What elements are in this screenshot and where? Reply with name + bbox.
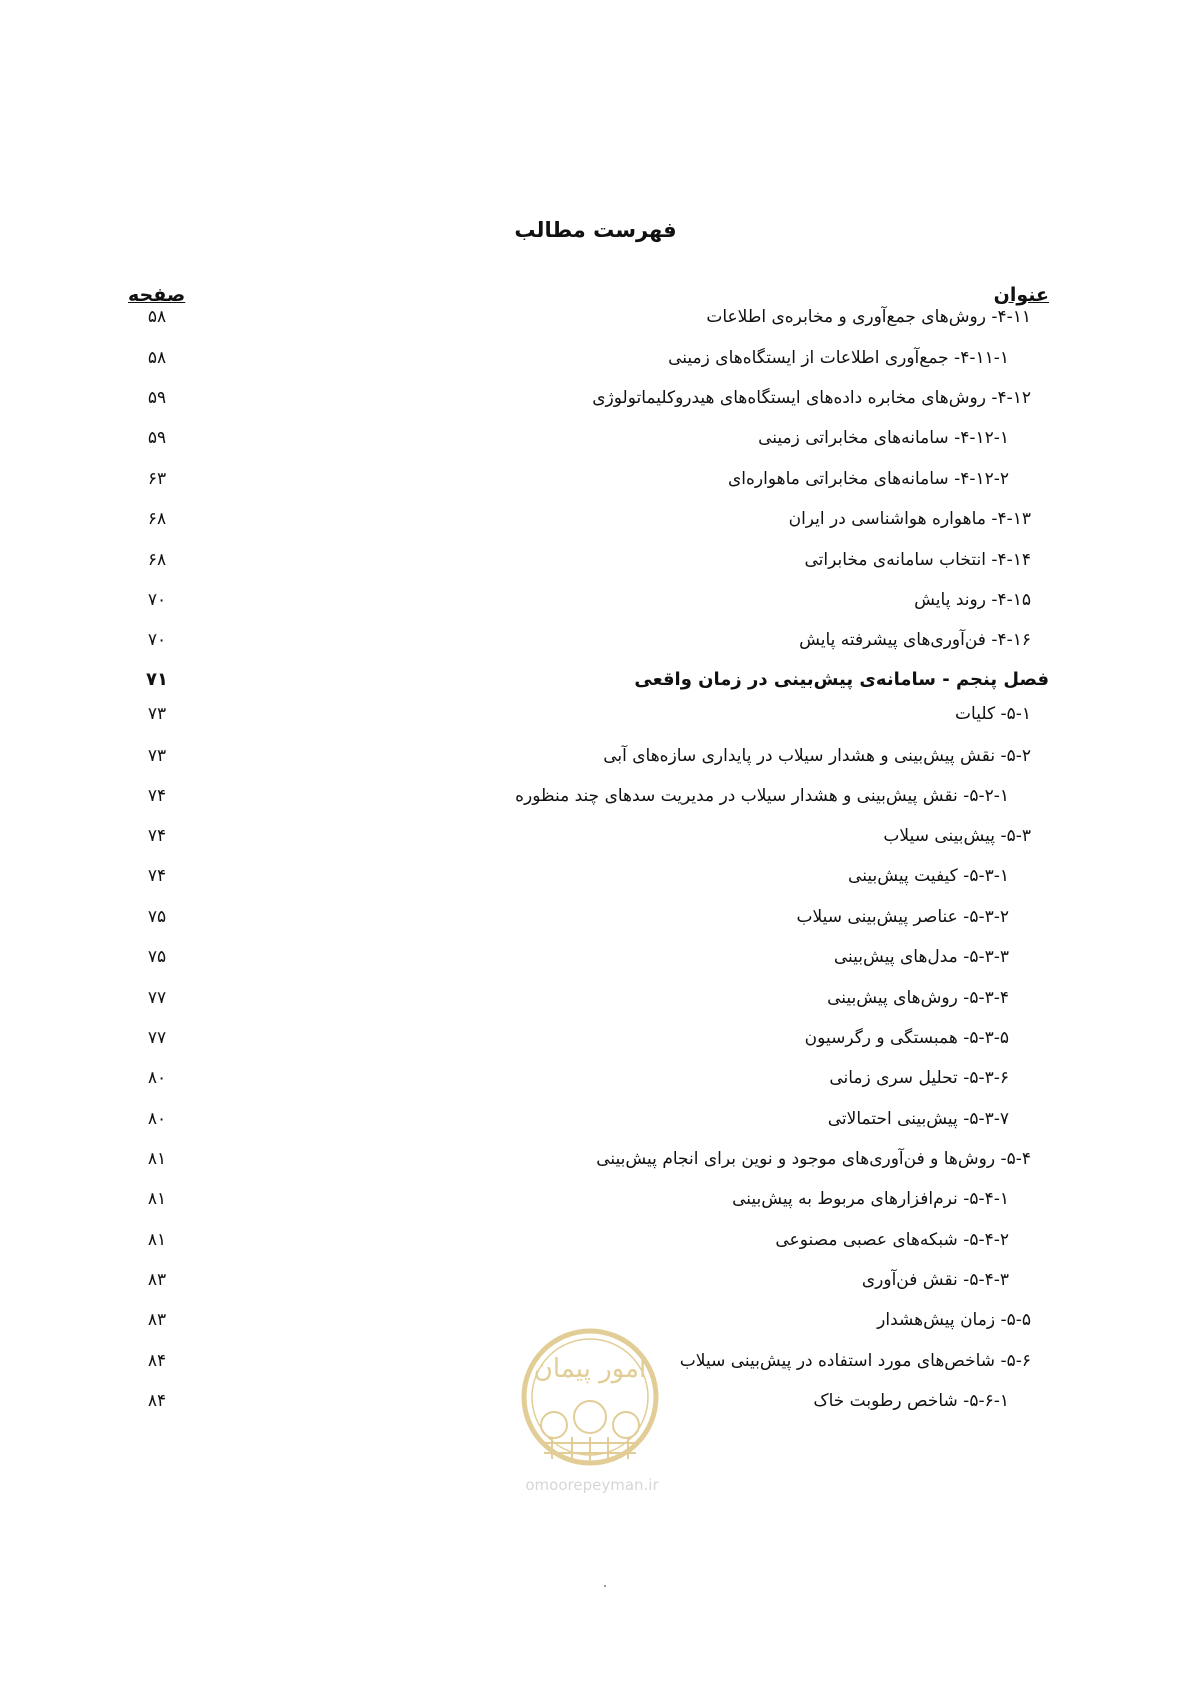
toc-chapter-row	[0, 665, 1191, 695]
toc-entry-title: ۵-۴-۳- نقش فن‌آوری	[861, 1270, 1009, 1290]
toc-entry-title: ۵-۱- کلیات	[955, 704, 1031, 724]
toc-row	[0, 504, 1191, 534]
toc-entry-title: ۵-۶- شاخص‌های مورد استفاده در پیش‌بینی سیلاب	[679, 1351, 1031, 1371]
toc-page-number: ۷۵	[147, 907, 167, 927]
toc-page-number: ۶۸	[147, 509, 167, 529]
title-column-header: عنوان	[993, 284, 1049, 306]
toc-page-number: ۸۱	[147, 1230, 167, 1250]
toc-row	[0, 1225, 1191, 1255]
toc-row	[0, 983, 1191, 1013]
toc-entry-title: ۴-۱۳- ماهواره هواشناسی در ایران	[788, 509, 1031, 529]
toc-row	[0, 464, 1191, 494]
toc-page-number: ۵۹	[147, 428, 167, 448]
toc-entry-title: ۴-۱۱-۱- جمع‌آوری اطلاعات از ایستگاه‌های زمینی	[668, 348, 1009, 368]
watermark-logo	[492, 1325, 692, 1495]
toc-page-number: ۶۸	[147, 550, 167, 570]
toc-entry-title: ۵-۴-۱- نرم‌افزارهای مربوط به پیش‌بینی	[732, 1189, 1009, 1209]
toc-page-number: ۷۴	[147, 866, 167, 886]
toc-entry-title: ۵-۳-۲- عناصر پیش‌بینی سیلاب	[796, 907, 1009, 927]
toc-entry-title: ۴-۱۶- فن‌آوری‌های پیشرفته پایش	[799, 630, 1031, 650]
toc-entry-title: ۴-۱۲- روش‌های مخابره داده‌های ایستگاه‌های هیدروکلیماتولوژی	[592, 388, 1031, 408]
toc-page-number: ۷۱	[146, 669, 168, 690]
toc-entry-title: ۵-۴- روش‌ها و فن‌آوری‌های موجود و نوین برای انجام پیش‌بینی	[596, 1149, 1031, 1169]
toc-entry-title: ۴-۱۴- انتخاب سامانه‌ی مخابراتی	[804, 550, 1031, 570]
toc-row	[0, 1265, 1191, 1295]
toc-row	[0, 741, 1191, 771]
toc-row	[0, 1063, 1191, 1093]
toc-entry-title: ۵-۳-۱- کیفیت پیش‌بینی	[848, 866, 1009, 886]
toc-row	[0, 902, 1191, 932]
toc-row	[0, 423, 1191, 453]
toc-entry-title: ۵-۳-۷- پیش‌بینی احتمالاتی	[827, 1109, 1009, 1129]
toc-row	[0, 1184, 1191, 1214]
toc-row	[0, 1144, 1191, 1174]
toc-entry-title: ۵-۳-۴- روش‌های پیش‌بینی	[827, 988, 1009, 1008]
toc-page-number: ۵۹	[147, 388, 167, 408]
toc-page-number: ۸۴	[147, 1351, 167, 1371]
toc-row	[0, 302, 1191, 332]
toc-row	[0, 545, 1191, 575]
watermark-url: omoorepeyman.ir	[525, 1476, 659, 1494]
toc-page-number: ۷۷	[147, 988, 167, 1008]
toc-row	[0, 585, 1191, 615]
toc-page-number: ۷۰	[147, 590, 167, 610]
toc-page-number: ۵۸	[147, 307, 167, 327]
page-dot	[604, 1585, 606, 1587]
toc-entry-title: ۵-۳-۵- همبستگی و رگرسیون	[804, 1028, 1009, 1048]
toc-entry-title: فصل پنجم - سامانه‌ی پیش‌بینی در زمان واقعی	[634, 669, 1049, 690]
toc-entry-title: ۵-۳- پیش‌بینی سیلاب	[883, 826, 1031, 846]
toc-row	[0, 1023, 1191, 1053]
toc-page-number: ۷۳	[147, 704, 167, 724]
toc-row	[0, 781, 1191, 811]
toc-entry-title: ۵-۴-۲- شبکه‌های عصبی مصنوعی	[775, 1230, 1009, 1250]
toc-page-number: ۷۰	[147, 630, 167, 650]
toc-entry-title: ۴-۱۵- روند پایش	[914, 590, 1031, 610]
toc-page-number: ۷۴	[147, 826, 167, 846]
toc-page-number: ۸۱	[147, 1149, 167, 1169]
toc-row	[0, 625, 1191, 655]
toc-entry-title: ۴-۱۲-۱- سامانه‌های مخابراتی زمینی	[758, 428, 1009, 448]
toc-row	[0, 821, 1191, 851]
toc-page-number: ۷۳	[147, 746, 167, 766]
toc-page-number: ۸۳	[147, 1270, 167, 1290]
toc-row	[0, 861, 1191, 891]
toc-page-number: ۷۴	[147, 786, 167, 806]
toc-page-number: ۵۸	[147, 348, 167, 368]
toc-page-number: ۸۴	[147, 1391, 167, 1411]
page-title: فهرست مطالب	[514, 218, 677, 242]
toc-row	[0, 383, 1191, 413]
toc-page-number: ۸۰	[147, 1068, 167, 1088]
toc-entry-title: ۵-۲-۱- نقش پیش‌بینی و هشدار سیلاب در مدیریت سدهای چند منظوره	[515, 786, 1009, 806]
toc-page-number: ۶۳	[147, 469, 167, 489]
toc-entry-title: ۵-۵- زمان پیش‌هشدار	[877, 1310, 1031, 1330]
toc-page-number: ۸۳	[147, 1310, 167, 1330]
toc-entry-title: ۵-۶-۱- شاخص رطوبت خاک	[813, 1391, 1009, 1411]
toc-row	[0, 1104, 1191, 1134]
page-column-header: صفحه	[128, 284, 186, 306]
toc-page-number: ۷۷	[147, 1028, 167, 1048]
toc-row	[0, 343, 1191, 373]
toc-entry-title: ۴-۱۱- روش‌های جمع‌آوری و مخابره‌ی اطلاعات	[706, 307, 1031, 327]
toc-page-number: ۸۱	[147, 1189, 167, 1209]
toc-row	[0, 699, 1191, 729]
toc-page-number: ۸۰	[147, 1109, 167, 1129]
toc-page-number: ۷۵	[147, 947, 167, 967]
toc-entry-title: ۴-۱۲-۲- سامانه‌های مخابراتی ماهواره‌ای	[727, 469, 1009, 489]
toc-entry-title: ۵-۳-۳- مدل‌های پیش‌بینی	[833, 947, 1009, 967]
toc-entry-title: ۵-۲- نقش پیش‌بینی و هشدار سیلاب در پایداری سازه‌های آبی	[603, 746, 1031, 766]
toc-entry-title: ۵-۳-۶- تحلیل سری زمانی	[829, 1068, 1009, 1088]
toc-row	[0, 942, 1191, 972]
watermark-logo-text: امور پیمان	[533, 1354, 647, 1384]
